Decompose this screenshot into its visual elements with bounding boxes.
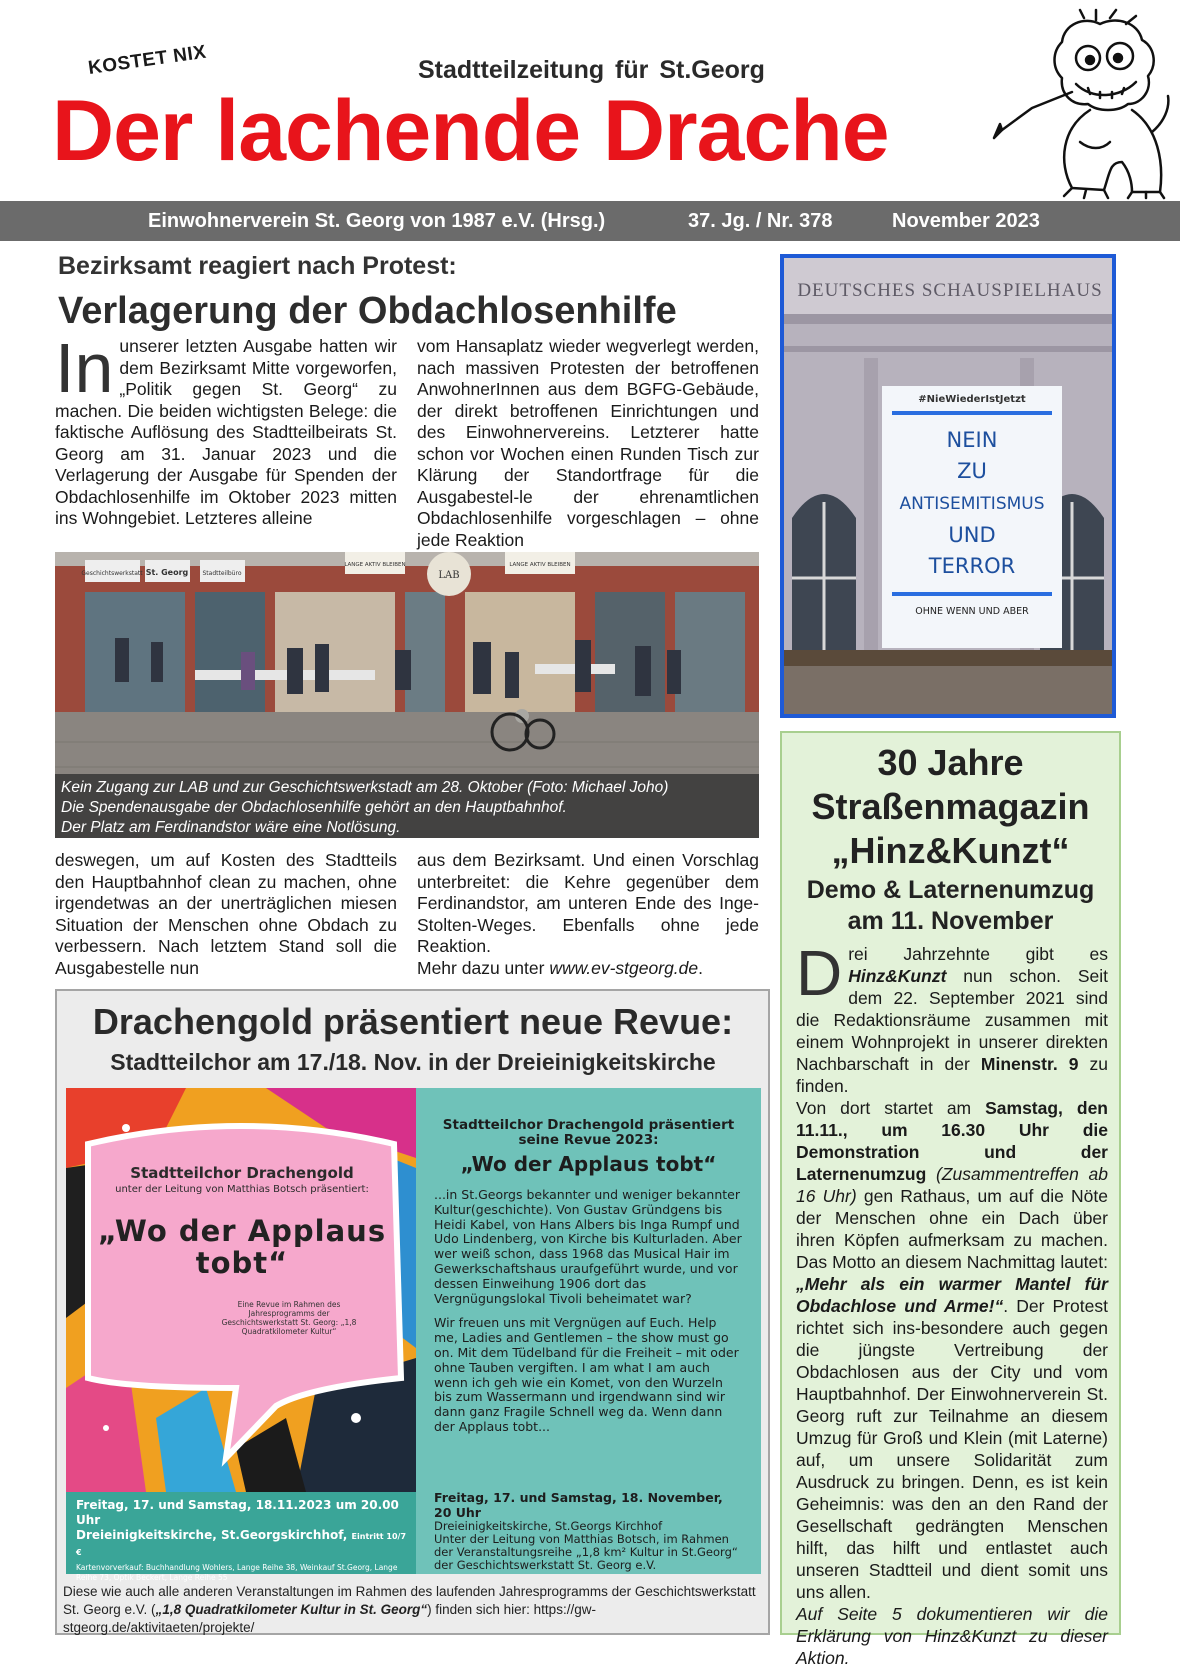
article-kicker: Bezirksamt reagiert nach Protest:: [58, 252, 457, 280]
poster-right-title: „Wo der Applaus tobt“: [460, 1152, 717, 1176]
article-column-2: [417, 336, 759, 550]
sidebar-p1-a: rei Jahrzehnte gibt es: [848, 944, 1108, 964]
photo-caption-line-2: Die Spendenausgabe der Obdachlosenhilfe gehört an den Hauptbahnhof.: [61, 799, 567, 816]
sidebar-p1-d: Minenstr. 9: [980, 1054, 1079, 1074]
poster-left-panel: [66, 1088, 416, 1582]
photo-sign-4: LANGE AKTIV BLEIBEN: [344, 562, 406, 568]
issue-label: 37. Jg. / Nr. 378: [688, 210, 833, 232]
poster-show-title: „Wo der Applaus tobt“: [97, 1214, 387, 1280]
photo-sign-2: St. Georg: [145, 568, 189, 577]
article-headline: Verlagerung der Obdachlosenhilfe: [58, 290, 677, 332]
poster-right-intro: Stadtteilchor Drachengold präsentiert seine Revue 2023:: [442, 1117, 735, 1148]
article-text-4: aus dem Bezirksamt. Und einen Vorschlag unterbreitet: die Kehre gegenüber dem Ferdinandstor, am unteren Ende des Inge-Stolten-Weges. Ebenfalls ohne jede Reaktion.: [417, 850, 759, 956]
photo-caption-line-3: Der Platz am Ferdinandstor wäre eine Notlösung.: [61, 819, 401, 836]
protest-banner: [882, 386, 1062, 648]
schauspielhaus-photo: [780, 254, 1116, 718]
newspaper-subtitle: Stadtteilzeitung für St.Georg: [418, 56, 765, 84]
banner-rule-top: [892, 411, 1052, 415]
photo-sign-5: LAB: [438, 570, 460, 581]
sidebar-title-line-3: „Hinz&Kunzt“: [831, 830, 1070, 871]
article-column-4: aus dem Bezirksamt. Und einen Vorschlag unterbreitet: die Kehre gegenüber dem Ferdinandstor, am unteren Ende des Inge-Stolten-Weges. Ebenfalls ohne jede Reaktion. Mehr dazu unter www.ev-stgeorg.de.: [417, 850, 759, 978]
poster-right-body: [434, 1188, 744, 1445]
photo-sign-6: LANGE AKTIV BLEIBEN: [509, 562, 571, 568]
drachengold-footer: [63, 1583, 763, 1637]
sidebar-title-line-2: Straßenmagazin: [811, 786, 1090, 827]
date-label: November 2023: [892, 210, 1040, 232]
website-link[interactable]: www.ev-stgeorg.de: [549, 957, 699, 978]
article-column-1: [55, 329, 397, 546]
revue-poster: [66, 1088, 761, 1582]
sidebar-body: [796, 937, 1108, 1668]
article-column-3: [55, 850, 397, 980]
photo-sign-1: Geschichtswerkstatt: [81, 570, 143, 577]
sidebar-p2-d: gen Rathaus, um auf die Nöte der Menschen ohne ein Dach über ihren Köpfen aufmerksam zu machen. Das Motto an diesem Nachmittag lautet:: [796, 1186, 1108, 1272]
sidebar-subtitle: [782, 875, 1119, 937]
sidebar-title-line-1: 30 Jahre: [877, 742, 1024, 783]
poster-right-venue: Dreieinigkeitskirche, St.Georgs Kirchhof: [434, 1519, 663, 1533]
article-text-3: deswegen, um auf Kosten des Stadtteils den Hauptbahnhof clean zu machen, ohne irgendetwas an der unerträglichen miesen Situation der Menschen ohne Obdach zu verbessern. Nach letztem Stand soll die Ausgabestelle nun: [55, 850, 397, 978]
kostet-nix-label: KOSTET NIX: [86, 41, 208, 80]
article-text-1: unserer letzten Ausgabe hatten wir dem Bezirksamt Mitte vorgeworfen, „Politik gegen St. Georg“ zu machen. Die beiden wichtigsten Belege: die faktische Auflösung des Stadtteilbeirats St. Georg am 31. Januar 2023 und die Verlagerung der Ausgabe für Spenden der Obdachlosenhilfe im Oktober 2023 mitten ins Wohngebiet. Letzteres alleine: [55, 336, 397, 528]
drachengold-footer-c[interactable]: ) finden sich hier: https://gw-stgeorg.de/aktivitaeten/projekte/: [63, 1602, 596, 1635]
poster-right-panel: [416, 1088, 761, 1574]
poster-left-date-box: [66, 1492, 416, 1582]
sidebar-title: [782, 741, 1119, 873]
sidebar-subtitle-line-1: Demo & Laternenumzug: [806, 876, 1095, 904]
drachengold-subtitle: Stadtteilchor am 17./18. Nov. in der Dreieinigkeitskirche: [110, 1049, 716, 1075]
photo-caption: [55, 774, 759, 838]
theatre-name: DEUTSCHES SCHAUSPIELHAUS: [797, 280, 1103, 301]
poster-date: Freitag, 17. und Samstag, 18.11.2023 um 20.00 Uhr: [76, 1498, 399, 1527]
banner-rule-bottom: [892, 592, 1052, 596]
drachengold-box: [55, 989, 770, 1635]
photo-sign-3: Stadtteilbüro: [202, 570, 242, 577]
sidebar-dropcap: D: [796, 937, 843, 1009]
banner-line-2: ZU: [957, 459, 987, 483]
banner-line-3: ANTISEMITISMUS: [899, 494, 1045, 514]
sidebar-p1-c: nun schon. Seit dem 22. September 2021 sind die Redaktionsräume zusammen mit einem Wohnprojekt in unserer direkten Nachbarschaft in der: [796, 966, 1108, 1074]
poster-venue: [76, 1528, 406, 1560]
banner-hashtag: #NieWiederIstJetzt: [918, 394, 1026, 405]
article-text-2: vom Hansaplatz wieder wegverlegt werden, nach massiven Protesten der betroffenen AnwohnerInnen aus dem BGFG-Gebäude, der direkt betroffenen Einrichtungen und des Einwohnervereins. Letzterer hatte schon vor Wochen einen Runden Tisch zur Klärung der Standortfrage für die Ausgabestel-le der ehrenamtlichen Obdachlosenhilfe vorgeschlagen – ohne jede Reaktion: [417, 336, 759, 550]
poster-right-paragraph-2: Wir freuen uns mit Vergnügen auf Euch. Help me, Ladies and Gentlemen – the show must go on. Mit dem Tüdelband für die Freiheit – mit oder ohne Tauben vergiften. I am what I am auch wenn ich geh wie ein Komet, von den Wurzeln bis zum Wassermann und irgendwann sind wir dann ganz Fragile Schnell weg da. Wenn dann der Applaus tobt...: [434, 1315, 739, 1434]
sidebar-subtitle-line-2: am 11. November: [847, 907, 1054, 935]
banner-message: [882, 425, 1062, 582]
banner-line-1: NEIN: [946, 428, 998, 452]
poster-entry-fee: Eintritt 10/7 €: [76, 1532, 407, 1557]
article-more-label: Mehr dazu unter: [417, 957, 545, 978]
sidebar-p2-b: Samstag, den 11.11., um 16.30 Uhr die Demonstration und der Laternenumzug: [796, 1098, 1108, 1184]
obdachlosenhilfe-photo: [55, 552, 759, 838]
article-dropcap: In: [55, 329, 114, 407]
drachengold-footer-b: „1,8 Quadratkilometer Kultur in St. Georg“: [155, 1602, 428, 1617]
sidebar-p2-e: „Mehr als ein warmer Mantel für Obdachlose und Arme!“: [796, 1274, 1108, 1316]
banner-line-4: UND: [948, 523, 996, 547]
poster-right-date: [434, 1490, 744, 1572]
laughing-dragon-icon: [992, 12, 1172, 200]
publisher-label: Einwohnerverein St. Georg von 1987 e.V. (Hrsg.): [148, 210, 606, 232]
sidebar-p3: Auf Seite 5 dokumentieren wir die Erklärung von Hinz&Kunzt zu dieser Aktion.: [796, 1604, 1108, 1668]
poster-director: unter der Leitung von Matthias Botsch präsentiert:: [115, 1184, 369, 1195]
sidebar-p2-f: . Der Protest richtet sich ins-besondere auch gegen die jüngste Vertreibung der Obdachlosen aus der City und vom Hauptbahnhof. Der Einwohnerverein St. Georg ruft zur Teilnahme an diesem Umzug für Groß und Klein (mit Laterne) auf, um unsere Solidarität zum Ausdruck zu bringen. Denn, es ist kein Geheimnis: was den an den Rand der Gesellschaft gedrängten Menschen hilft, das hilft und entlastet auch unseren Stadtteil und dient somit uns uns allen.: [796, 1296, 1108, 1602]
masthead-info-band: [0, 201, 1180, 241]
banner-line-5: TERROR: [928, 554, 1016, 578]
sidebar-p1-b: Hinz&Kunzt: [848, 966, 947, 986]
sidebar-p2-a: Von dort startet am: [796, 1098, 972, 1118]
poster-left-header: [92, 1164, 392, 1279]
sidebar-p1-e: zu finden.: [796, 1054, 1108, 1096]
sidebar-p2-c: (Zusammentreffen ab 16 Uhr): [796, 1164, 1108, 1206]
newspaper-title: Der lachende Drache: [52, 83, 889, 179]
hinz-kunzt-sidebar: [780, 731, 1121, 1668]
drachengold-footer-a: Diese wie auch alle anderen Veranstaltungen im Rahmen des laufenden Jahresprogramms der Geschichtswerkstatt St. Georg e.V. (: [63, 1584, 756, 1617]
poster-right-paragraph-1: ...in St.Georgs bekannter und weniger bekannter Kultur(geschichte). Von Gustav Gründgens bis Heidi Kabel, von Hans Albers bis Inga Rumpf und Udo Lindenberg, von Kirche bis Kulturladen. Aber wer weiß schon, dass 1968 das Musical Hair im Gewerkschaftshaus uraufgeführt wurde, und vor dessen Einweihung 1906 dort das Vergnügungslokal Tivoli beheimatet war?: [434, 1187, 742, 1306]
banner-footer: OHNE WENN UND ABER: [915, 606, 1029, 617]
poster-right-credits: Unter der Leitung von Matthias Botsch, im Rahmen der Veranstaltungsreihe „1,8 km² Kultur in St.Georg“ der Geschichtswerkstatt St. Georg e.V.: [434, 1532, 738, 1572]
poster-choir-name: Stadtteilchor Drachengold: [130, 1164, 354, 1182]
poster-program-note: Eine Revue im Rahmen des Jahresprogramms der Geschichtswerkstatt St. Georg: „1,8 Quadratkilometer Kultur“: [221, 1300, 357, 1336]
poster-right-date-bold: Freitag, 17. und Samstag, 18. November, 20 Uhr: [434, 1490, 723, 1520]
photo-caption-line-1: Kein Zugang zur LAB und zur Geschichtswerkstadt am 28. Oktober (Foto: Michael Joho): [61, 779, 669, 796]
drachengold-title: Drachengold präsentiert neue Revue:: [92, 1001, 734, 1042]
poster-venue-text: Dreieinigkeitskirche, St.Georgskirchhof,: [76, 1528, 348, 1542]
poster-ticket-sales: Kartenvorverkauf: Buchhandlung Wohlers, Lange Reihe 38, Weinkauf St.Georg, Lange Reihe 73, Optik Beckert, Lange Reihe 55: [76, 1563, 398, 1582]
